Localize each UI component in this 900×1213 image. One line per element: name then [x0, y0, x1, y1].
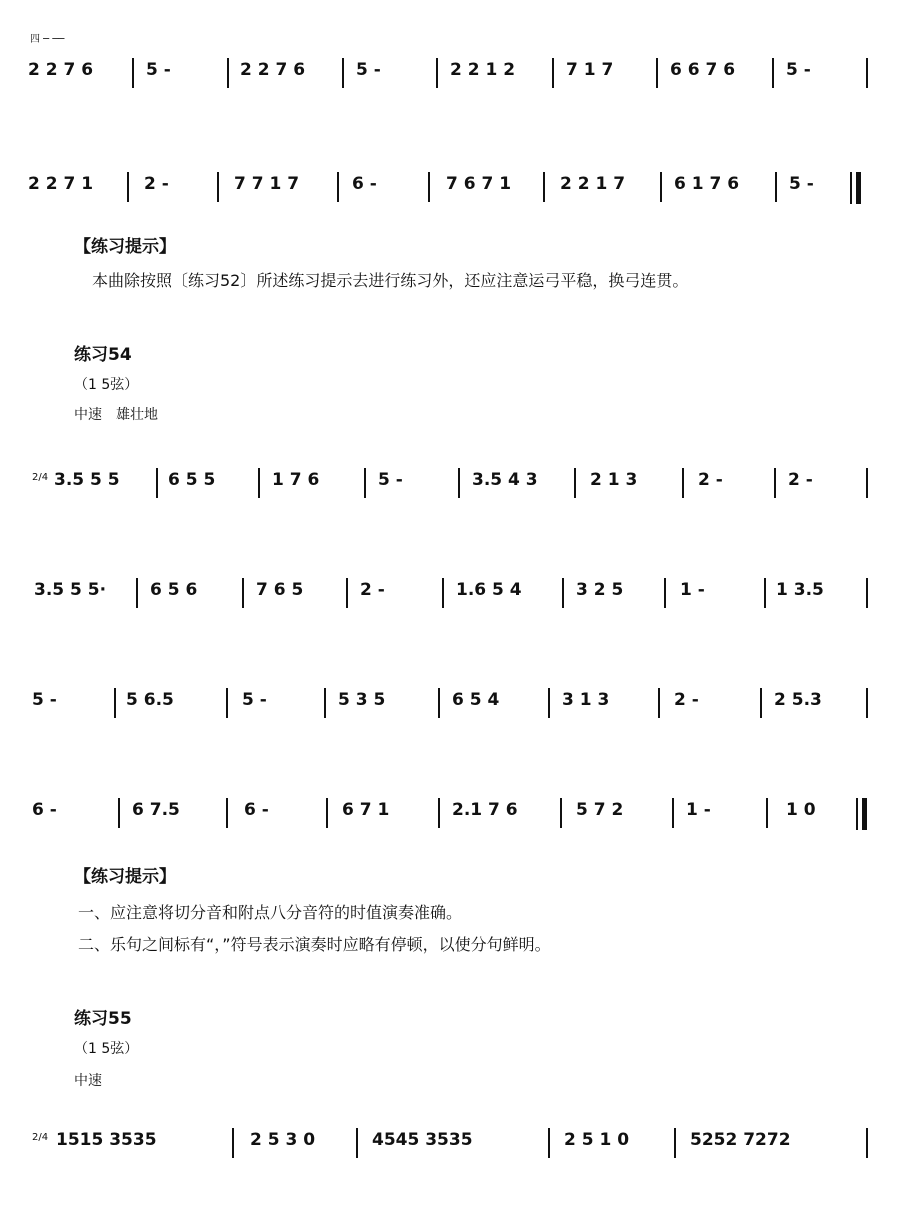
- measure: 2 -: [674, 690, 699, 710]
- measure: 2 2 1 7: [560, 174, 626, 194]
- measure: 5 6.5: [126, 690, 174, 710]
- barline: [118, 798, 120, 828]
- barline: [326, 798, 328, 828]
- measure: 5 -: [356, 60, 381, 80]
- measure: 1 -: [686, 800, 711, 820]
- measure: 2 2 1 2: [450, 60, 516, 80]
- measure: 5 -: [242, 690, 267, 710]
- measure: 5252 7272: [690, 1130, 791, 1150]
- barline: [136, 578, 138, 608]
- barline: [866, 578, 868, 608]
- measure: 5 3 5: [338, 690, 386, 710]
- barline: [132, 58, 134, 88]
- final-barline-thin: [850, 172, 852, 204]
- barline: [258, 468, 260, 498]
- measure: 2 5.3: [774, 690, 822, 710]
- measure: 2 2 7 6: [28, 60, 94, 80]
- barline: [560, 798, 562, 828]
- barline: [337, 172, 339, 202]
- final-barline-thick: [856, 172, 861, 204]
- measure: 5 7 2: [576, 800, 624, 820]
- practice-tips-text: 本曲除按照〔练习52〕所述练习提示去进行练习外，还应注意运弓平稳，换弓连贯。: [92, 271, 689, 290]
- score-row-3: [0, 440, 900, 510]
- measure: 2.1 7 6: [452, 800, 518, 820]
- measure: 3.5 5 5: [54, 470, 120, 490]
- barline: [766, 798, 768, 828]
- measure: 1 -: [680, 580, 705, 600]
- barline: [543, 172, 545, 202]
- measure: 2 -: [698, 470, 723, 490]
- score-row-1: [0, 30, 900, 100]
- barline: [656, 58, 658, 88]
- measure: 6 5 6: [150, 580, 198, 600]
- measure: 2 2 7 1: [28, 174, 94, 194]
- barline: [574, 468, 576, 498]
- barline: [552, 58, 554, 88]
- measure: 3.5 5 5·: [34, 580, 107, 600]
- measure: 4545 3535: [372, 1130, 473, 1150]
- repeat-end-thin: [856, 798, 858, 830]
- barline: [438, 688, 440, 718]
- practice-tips-line-1: 一、应注意将切分音和附点八分音符的时值演奏准确。: [78, 903, 463, 922]
- measure: 2 2 7 6: [240, 60, 306, 80]
- barline: [217, 172, 219, 202]
- string-indicator: （1 5弦）: [74, 377, 139, 393]
- string-indicator: （1 5弦）: [74, 1041, 139, 1057]
- barline: [356, 1128, 358, 1158]
- barline: [127, 172, 129, 202]
- barline: [774, 468, 776, 498]
- measure: 7 6 7 1: [446, 174, 512, 194]
- score-row-7: [0, 1100, 900, 1170]
- barline: [428, 172, 430, 202]
- barline: [866, 688, 868, 718]
- measure: 6 7 1: [342, 800, 390, 820]
- tempo-marking: 中速 雄壮地: [74, 407, 158, 423]
- barline: [672, 798, 674, 828]
- measure: 3 2 5: [576, 580, 624, 600]
- barline: [664, 578, 666, 608]
- practice-tips-line-2: 二、乐句之间标有“，”符号表示演奏时应略有停顿，以使分句鲜明。: [78, 935, 551, 954]
- barline: [156, 468, 158, 498]
- barline: [364, 468, 366, 498]
- measure: 5 -: [786, 60, 811, 80]
- barline: [438, 798, 440, 828]
- tempo-marking: 中速: [74, 1073, 102, 1089]
- score-row-2: [0, 140, 900, 210]
- bowing-marks: 四 ─ ──: [30, 34, 65, 45]
- measure: 6 -: [244, 800, 269, 820]
- barline: [660, 172, 662, 202]
- score-row-4: [0, 550, 900, 620]
- measure: 1.6 5 4: [456, 580, 522, 600]
- barline: [760, 688, 762, 718]
- barline: [226, 688, 228, 718]
- score-row-6: [0, 770, 900, 840]
- measure: 5 -: [789, 174, 814, 194]
- measure: 2 1 3: [590, 470, 638, 490]
- measure: 6 5 4: [452, 690, 500, 710]
- measure: 2 5 3 0: [250, 1130, 316, 1150]
- measure: 6 5 5: [168, 470, 216, 490]
- measure: 7 6 5: [256, 580, 304, 600]
- measure: 5 -: [32, 690, 57, 710]
- score-row-5: [0, 660, 900, 730]
- barline: [772, 58, 774, 88]
- barline: [458, 468, 460, 498]
- measure: 6 1 7 6: [674, 174, 740, 194]
- barline: [226, 798, 228, 828]
- measure: 7 7 1 7: [234, 174, 300, 194]
- measure: 1 0: [786, 800, 816, 820]
- barline: [658, 688, 660, 718]
- measure: 6 -: [352, 174, 377, 194]
- measure: 1 3.5: [776, 580, 824, 600]
- barline: [764, 578, 766, 608]
- barline: [775, 172, 777, 202]
- barline: [866, 468, 868, 498]
- practice-tips-heading: 【练习提示】: [74, 237, 176, 257]
- measure: 2 5 1 0: [564, 1130, 630, 1150]
- measure: 6 6 7 6: [670, 60, 736, 80]
- measure: 2 -: [360, 580, 385, 600]
- barline: [682, 468, 684, 498]
- measure: 3 1 3: [562, 690, 610, 710]
- exercise-title: 练习54: [74, 345, 132, 365]
- barline: [324, 688, 326, 718]
- barline: [866, 1128, 868, 1158]
- barline: [114, 688, 116, 718]
- measure: 7 1 7: [566, 60, 614, 80]
- barline: [242, 578, 244, 608]
- barline: [436, 58, 438, 88]
- measure: 1515 3535: [56, 1130, 157, 1150]
- measure: 5 -: [378, 470, 403, 490]
- repeat-end-thick: [862, 798, 867, 830]
- time-signature: 2/4: [32, 1132, 49, 1143]
- measure: 5 -: [146, 60, 171, 80]
- measure: 6 -: [32, 800, 57, 820]
- time-signature: 2/4: [32, 472, 49, 483]
- barline: [442, 578, 444, 608]
- measure: 3.5 4 3: [472, 470, 538, 490]
- measure: 1 7 6: [272, 470, 320, 490]
- measure: 2 -: [788, 470, 813, 490]
- exercise-title: 练习55: [74, 1009, 132, 1029]
- barline: [346, 578, 348, 608]
- barline: [227, 58, 229, 88]
- barline: [562, 578, 564, 608]
- barline: [674, 1128, 676, 1158]
- barline: [548, 1128, 550, 1158]
- barline: [342, 58, 344, 88]
- barline: [548, 688, 550, 718]
- measure: 2 -: [144, 174, 169, 194]
- barline: [232, 1128, 234, 1158]
- measure: 6 7.5: [132, 800, 180, 820]
- barline: [866, 58, 868, 88]
- practice-tips-heading: 【练习提示】: [74, 867, 176, 887]
